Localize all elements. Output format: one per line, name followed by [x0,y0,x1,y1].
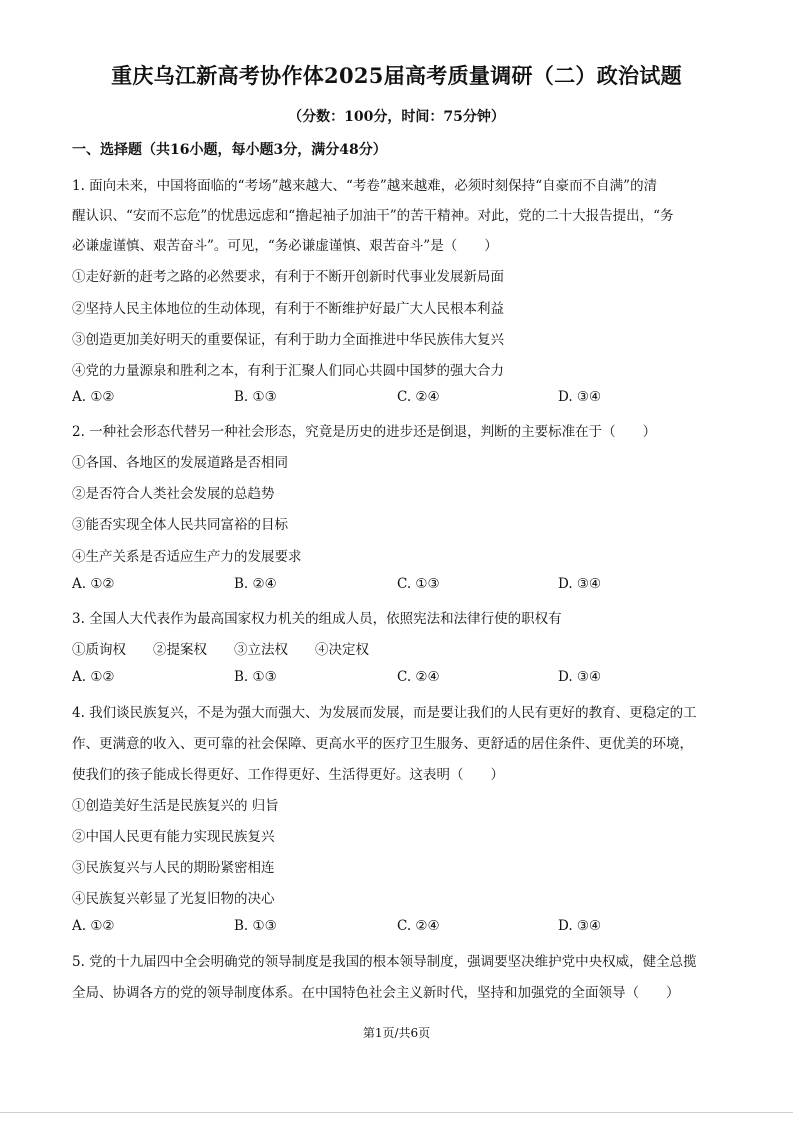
q3-option-d: D. ③④ [558,669,602,685]
exam-subtitle: （分数：100分，时间：75分钟） [288,109,505,125]
q5-stem-line: 5. 党的十九届四中全会明确党的领导制度是我国的根本领导制度，强调要坚决维护党中央权威，健全总揽 [72,954,697,970]
q4-stem-line: 作、更满意的收入、更可靠的社会保障、更高水平的医疗卫生服务、更舒适的居住条件、更优美的环境， [72,736,693,752]
q1-stem-line: 必谦虚谨慎、艰苦奋斗”。可见，“务必谦虚谨慎、艰苦奋斗”是（ ） [72,238,498,254]
q3-option-c: C. ②④ [397,669,440,685]
q4-item: ④民族复兴彰显了光复旧物的决心 [72,891,275,907]
section-heading: 一、选择题（共16小题，每小题3分，满分48分） [72,142,387,158]
q1-stem-line: 醒认识、“安而不忘危”的忧患远虑和“撸起袖子加油干”的苦干精神。对此，党的二十大报告提出，“务 [72,208,674,224]
q2-item: ③能否实现全体人民共同富裕的目标 [72,517,288,533]
q1-item: ③创造更加美好明天的重要保证，有利于助力全面推进中华民族伟大复兴 [72,332,504,348]
q1-item: ②坚持人民主体地位的生动体现，有利于不断维护好最广大人民根本利益 [72,301,504,317]
q2-stem-line: 2. 一种社会形态代替另一种社会形态，究竟是历史的进步还是倒退，判断的主要标准在于（ ） [72,424,657,440]
q4-item: ①创造美好生活是民族复兴的 归旨 [72,798,279,814]
q1-item: ④党的力量源泉和胜利之本，有利于汇聚人们同心共圆中国梦的强大合力 [72,363,504,379]
q2-option-a: A. ①② [72,576,115,592]
q4-stem-line: 4. 我们谈民族复兴，不是为强大而强大、为发展而发展，而是要让我们的人民有更好的教育、更稳定的工 [72,705,697,721]
q4-option-c: C. ②④ [397,918,440,934]
q1-option-b: B. ①③ [234,389,277,405]
page-bottom-divider [0,1112,793,1113]
q4-item: ③民族复兴与人民的期盼紧密相连 [72,860,275,876]
q1-option-c: C. ②④ [397,389,440,405]
q3-option-b: B. ①③ [234,669,277,685]
q4-option-b: B. ①③ [234,918,277,934]
q1-stem-line: 1. 面向未来，中国将面临的“考场”越来越大、“考卷”越来越难，必须时刻保持“自豪而不自满”的清 [72,178,658,194]
q4-option-d: D. ③④ [558,918,602,934]
q3-stem-line: 3. 全国人大代表作为最高国家权力机关的组成人员，依照宪法和法律行使的职权有 [72,611,562,627]
q2-option-b: B. ②④ [234,576,277,592]
q4-item: ②中国人民更有能力实现民族复兴 [72,829,275,845]
q1-item: ①走好新的赶考之路的必然要求，有利于不断开创新时代事业发展新局面 [72,269,504,285]
q2-item: ②是否符合人类社会发展的总趋势 [72,486,275,502]
q5-stem-line: 全局、协调各方的党的领导制度体系。在中国特色社会主义新时代，坚持和加强党的全面领导（ ） [72,985,680,1001]
q2-item: ④生产关系是否适应生产力的发展要求 [72,549,302,565]
q3-option-a: A. ①② [72,669,115,685]
q2-item: ①各国、各地区的发展道路是否相同 [72,455,288,471]
q4-stem-line: 使我们的孩子能成长得更好、工作得更好、生活得更好。这表明（ ） [72,767,504,783]
q2-option-c: C. ①③ [397,576,440,592]
q2-option-d: D. ③④ [558,576,602,592]
q3-item: ①质询权 ②提案权 ③立法权 ④决定权 [72,642,369,658]
q1-option-a: A. ①② [72,389,115,405]
page-number: 第1页/共6页 [362,1026,431,1040]
exam-title: 重庆乌江新高考协作体2025届高考质量调研（二）政治试题 [111,63,682,88]
q1-option-d: D. ③④ [558,389,602,405]
q4-option-a: A. ①② [72,918,115,934]
